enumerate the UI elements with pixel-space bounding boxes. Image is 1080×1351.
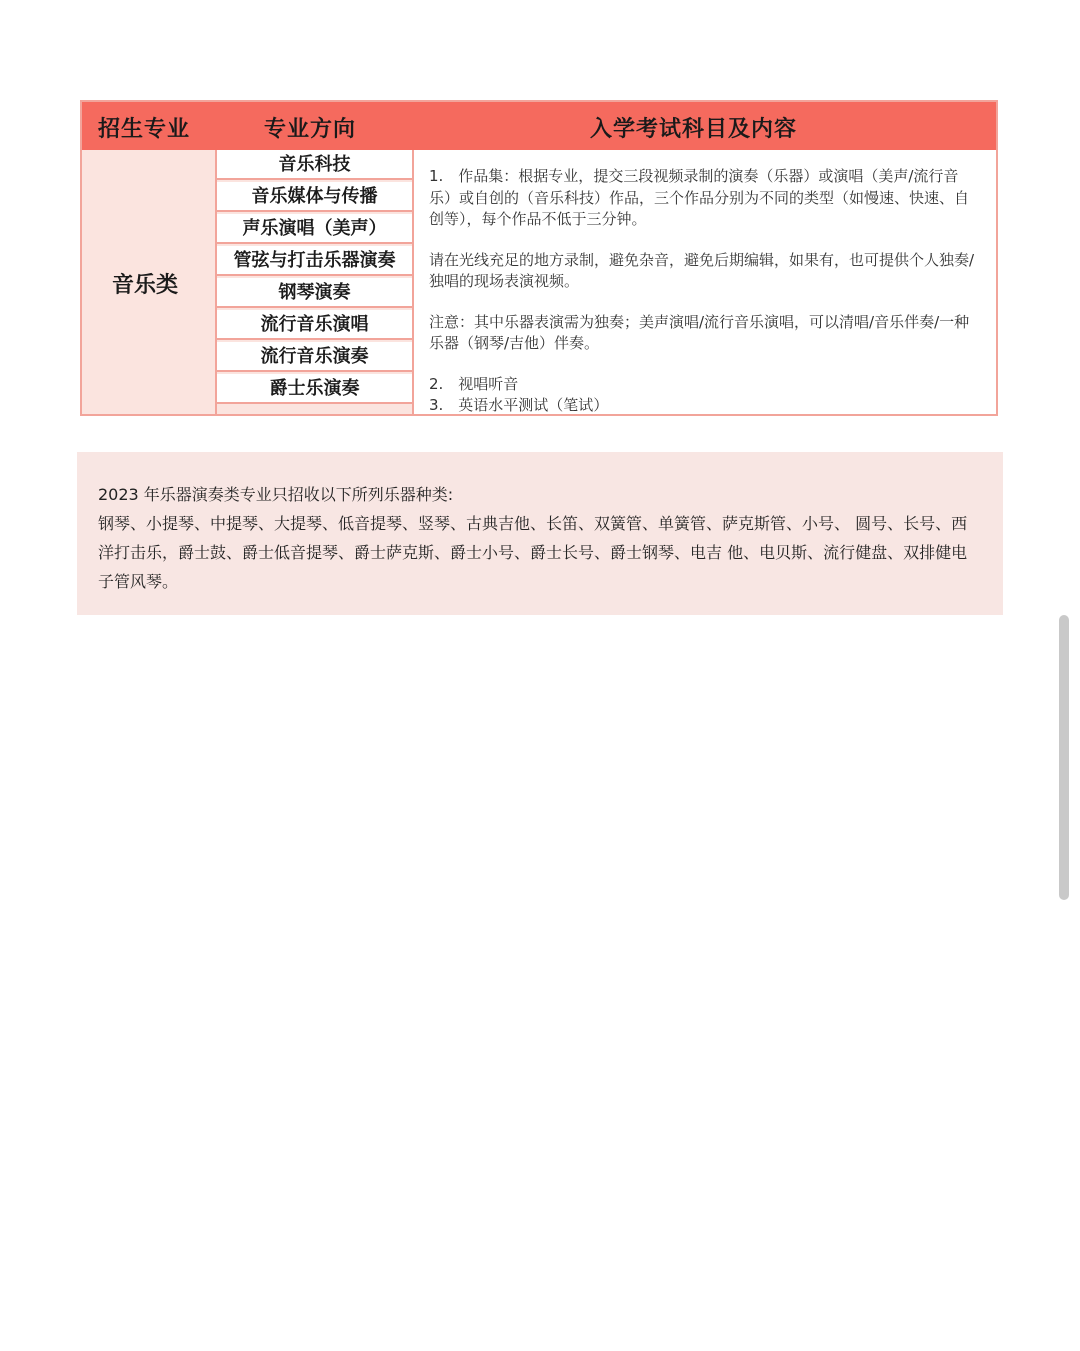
direction-item: 流行音乐演奏: [217, 342, 412, 372]
vertical-scrollbar[interactable]: [1059, 615, 1069, 900]
instrument-list: 钢琴、小提琴、中提琴、大提琴、低音提琴、竖琴、古典吉他、长笛、双簧管、单簧管、萨克斯管、小号、 圆号、长号、西洋打击乐，爵士鼓、爵士低音提琴、爵士萨克斯、爵士小号、爵士长号、爵士钢琴、电吉 他、电贝斯、流行健盘、双排健电子管风琴。: [98, 514, 968, 591]
exam-item-sight-singing: 2. 视唱听音: [429, 374, 519, 393]
header-major: 招生专业: [98, 117, 191, 142]
exam-item-portfolio: 1. 作品集：根据专业，提交三段视频录制的演奏（乐器）或演唱（美声/流行音乐）或自创的（音乐科技）作品，三个作品分别为不同的类型（如慢速、快速、自创等），每个作品不低于三分钟。: [429, 167, 970, 228]
direction-item: 管弦与打击乐器演奏: [217, 246, 412, 276]
direction-item: 钢琴演奏: [217, 278, 412, 308]
admission-table: [80, 100, 998, 416]
solo-notice: 注意：其中乐器表演需为独奏；美声演唱/流行音乐演唱，可以清唱/音乐伴奏/一种乐器（钢琴/吉他）伴奏。: [429, 312, 970, 352]
category-label: 音乐类: [112, 273, 179, 298]
direction-item: 声乐演唱（美声）: [217, 214, 412, 244]
instrument-note: [77, 452, 1003, 615]
direction-item: 爵士乐演奏: [217, 374, 412, 404]
direction-column: [217, 150, 414, 414]
recording-instructions: 请在光线充足的地方录制，避免杂音，避免后期编辑，如果有，也可提供个人独奏/独唱的现场表演视频。: [429, 250, 975, 290]
exam-item-english-test: 3. 英语水平测试（笔试）: [429, 396, 609, 414]
category-cell: [82, 150, 217, 414]
direction-item: 音乐科技: [217, 150, 412, 180]
header-exam-content: 入学考试科目及内容: [590, 117, 798, 142]
note-title: 2023 年乐器演奏类专业只招收以下所列乐器种类:: [98, 485, 454, 504]
direction-item: 音乐媒体与传播: [217, 182, 412, 212]
table-header-row: [82, 102, 996, 150]
exam-content: [429, 166, 979, 417]
direction-item: 流行音乐演唱: [217, 310, 412, 340]
header-direction: 专业方向: [264, 117, 357, 142]
